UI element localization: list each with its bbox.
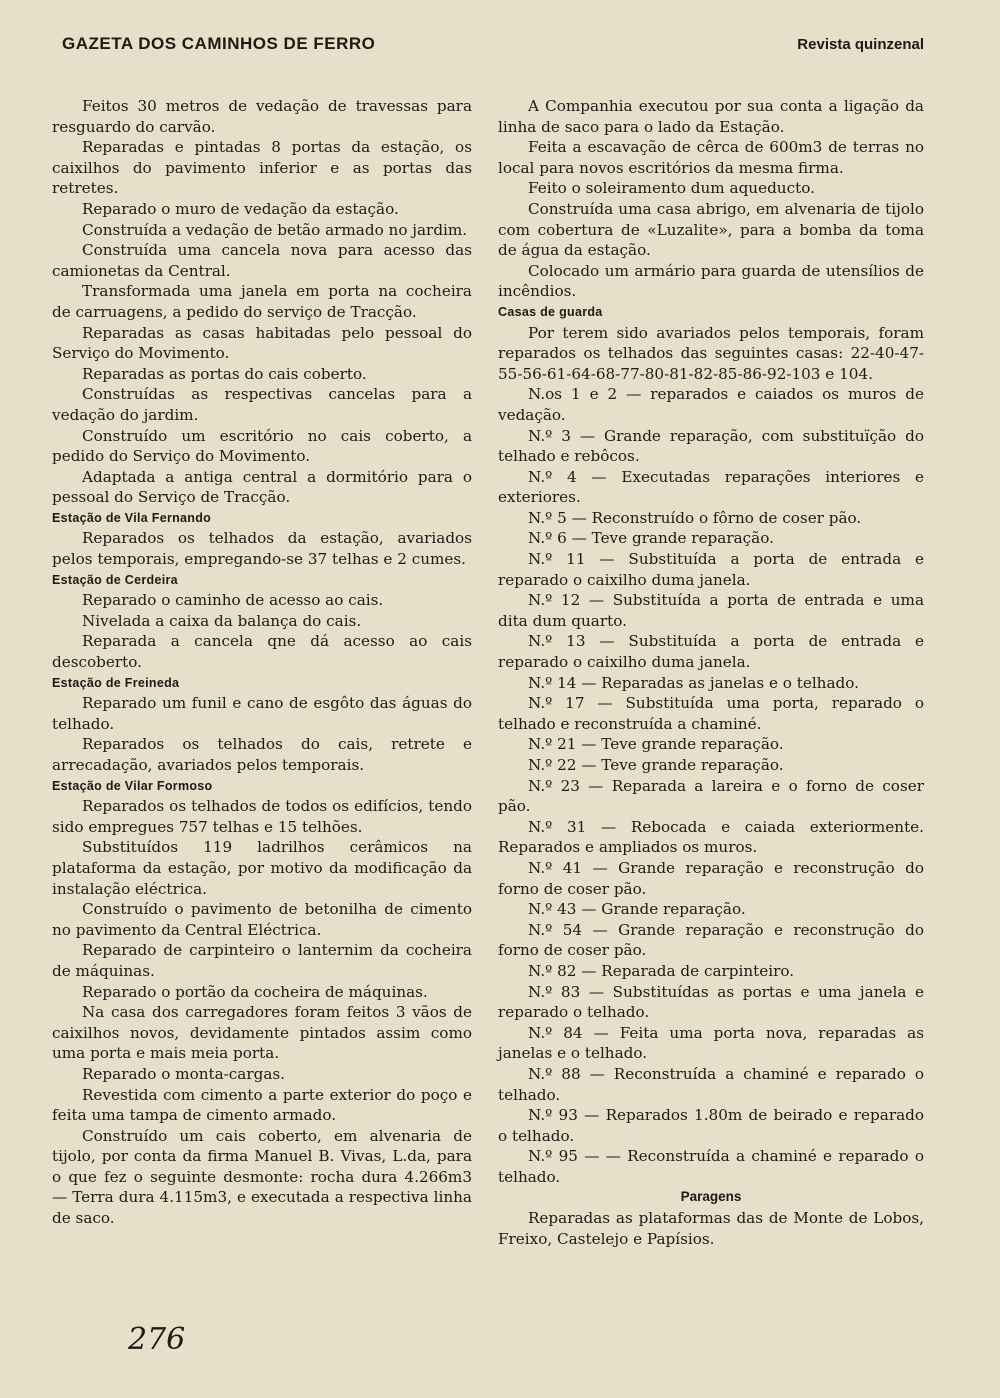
paragraph: Feita a escavação de cêrca de 600m3 de terras no local para novos escritórios da mesma firma. [498, 138, 924, 177]
paragraph: Reparado de carpinteiro o lanternim da cocheira de máquinas. [52, 941, 472, 980]
paragraph: N.º 23 — Reparada a lareira e o forno de coser pão. [498, 776, 924, 816]
paragraph: Construída uma cancela nova para acesso das camionetas da Central. [52, 241, 472, 280]
paragraph: Construída uma casa abrigo, em alvenaria de tijolo com cobertura de «Luzalite», para a bomba da toma de água da estação. [498, 199, 924, 260]
paragraph: Substituídos 119 ladrilhos cerâmicos na plataforma da estação, por motivo da modificação da instalação eléctrica. [52, 838, 472, 898]
section-heading: Estação de Cerdeira [52, 572, 178, 587]
section-heading: Paragens [680, 1189, 742, 1205]
paragraph: Adaptada a antiga central a dormitório para o pessoal do Serviço de Tracção. [52, 467, 472, 507]
paragraph: Colocado um armário para guarda de utensílios de incêndios. [498, 261, 924, 301]
paragraph: N.º 84 — Feita uma porta nova, reparadas as janelas e o telhado. [498, 1023, 924, 1063]
paragraph: N.º 93 — Reparados 1.80m de beirado e reparado o telhado. [498, 1106, 924, 1145]
paragraph: N.º 43 — Grande reparação. [528, 900, 746, 919]
paragraph: Reparados os telhados de todos os edifícios, tendo sido empregues 757 telhas e 15 telhões. [52, 797, 472, 836]
paragraph: Reparado o monta-cargas. [82, 1064, 286, 1083]
publication-title: GAZETA DOS CAMINHOS DE FERRO [62, 34, 376, 53]
paragraph: N.º 11 — Substituída a porta de entrada e reparado o caixilho duma janela. [498, 550, 924, 589]
paragraph: N.º 88 — Reconstruída a chaminé e reparado o telhado. [498, 1064, 924, 1104]
paragraph: N.º 22 — Teve grande reparação. [528, 756, 784, 774]
paragraph: Reparadas as casas habitadas pelo pessoal do Serviço do Movimento. [52, 323, 472, 363]
paragraph: N.º 6 — Teve grande reparação. [528, 529, 774, 548]
paragraph: Construído um cais coberto, em alvenaria de tijolo, por conta da firma Manuel B. Vivas, L.da, para o que fez o seguinte desmonte: rocha dura 4.266m3 — Terra dura 4.115m3, e executada a respectiva linha de saco. [52, 1126, 472, 1228]
paragraph: Reparada a cancela qne dá acesso ao cais descoberto. [52, 632, 472, 672]
right-column [498, 96, 924, 1249]
paragraph: N.º 41 — Grande reparação e reconstrução do forno de coser pão. [498, 858, 924, 898]
paragraph: Transformada uma janela em porta na cocheira de carruagens, a pedido do serviço de Tracção. [52, 282, 472, 321]
section-heading: Estação de Freineda [52, 675, 180, 690]
paragraph: Reparados os telhados da estação, avariados pelos temporais, empregando-se 37 telhas e 2 cumes. [52, 529, 472, 569]
paragraph: Reparadas as portas do cais coberto. [82, 364, 367, 383]
paragraph: Revestida com cimento a parte exterior do poço e feita uma tampa de cimento armado. [52, 1085, 472, 1125]
paragraph: N.º 3 — Grande reparação, com substituïção do telhado e rebôcos. [498, 426, 924, 466]
paragraph: Feito o soleiramento dum aqueducto. [528, 179, 815, 198]
publication-subtitle: Revista quinzenal [797, 36, 924, 53]
paragraph: Na casa dos carregadores foram feitos 3 vãos de caixilhos novos, devidamente pintados assim como uma porta e mais meia porta. [52, 1003, 472, 1063]
paragraph: Construído o pavimento de betonilha de cimento no pavimento da Central Eléctrica. [52, 900, 472, 939]
paragraph: N.º 14 — Reparadas as janelas e o telhado. [528, 673, 859, 692]
paragraph: Reparados os telhados do cais, retrete e arrecadação, avariados pelos temporais. [52, 735, 472, 774]
paragraph: N.º 5 — Reconstruído o fôrno de coser pão. [528, 508, 862, 527]
section-heading: Estação de Vila Fernando [52, 510, 212, 525]
paragraph: N.º 31 — Rebocada e caiada exteriormente. Reparados e ampliados os muros. [498, 817, 924, 857]
paragraph: A Companhia executou por sua conta a ligação da linha de saco para o lado da Estação. [498, 97, 924, 136]
paragraph: Reparadas as plataformas das de Monte de Lobos, Freixo, Castelejo e Papísios. [498, 1209, 924, 1248]
paragraph: Construída a vedação de betão armado no jardim. [82, 220, 468, 239]
section-heading: Casas de guarda [498, 304, 603, 319]
paragraph: N.º 82 — Reparada de carpinteiro. [528, 961, 795, 980]
paragraph: Nivelada a caixa da balança do cais. [82, 611, 362, 630]
paragraph: Reparado um funil e cano de esgôto das águas do telhado. [52, 694, 472, 733]
paragraph: Por terem sido avariados pelos temporais, foram reparados os telhados das seguintes casas: 22-40-47-55-56-61-64-68-77-80-81-82-85-86-92-103 e 104. [498, 323, 924, 383]
page-number: 276 [128, 1322, 186, 1357]
paragraph: N.º 83 — Substituídas as portas e uma janela e reparado o telhado. [498, 982, 924, 1022]
paragraph: N.º 17 — Substituída uma porta, reparado o telhado e reconstruída a chaminé. [498, 694, 924, 733]
paragraph: N.º 12 — Substituída a porta de entrada e uma dita dum quarto. [498, 591, 924, 630]
left-column [52, 96, 472, 1229]
paragraph: Feitos 30 metros de vedação de travessas para resguardo do carvão. [52, 97, 472, 136]
paragraph: N.º 21 — Teve grande reparação. [528, 735, 784, 754]
paragraph: Construídas as respectivas cancelas para a vedação do jardim. [52, 385, 472, 424]
paragraph: Construído um escritório no cais coberto, a pedido do Serviço do Movimento. [52, 426, 472, 466]
paragraph: Reparado o portão da cocheira de máquinas. [82, 982, 428, 1001]
paragraph: Reparadas e pintadas 8 portas da estação, os caixilhos do pavimento inferior e as portas das retretes. [52, 138, 472, 198]
section-heading: Estação de Vilar Formoso [52, 778, 213, 793]
paragraph: N.º 4 — Executadas reparações interiores e exteriores. [498, 467, 924, 507]
paragraph: N.º 95 — — Reconstruída a chaminé e reparado o telhado. [498, 1147, 924, 1186]
paragraph: N.º 13 — Substituída a porta de entrada e reparado o caixilho duma janela. [498, 632, 924, 672]
paragraph: N.º 54 — Grande reparação e reconstrução do forno de coser pão. [498, 920, 924, 960]
paragraph: Reparado o caminho de acesso ao cais. [82, 591, 384, 610]
paragraph: Reparado o muro de vedação da estação. [82, 199, 399, 218]
paragraph: N.os 1 e 2 — reparados e caiados os muros de vedação. [498, 385, 924, 424]
